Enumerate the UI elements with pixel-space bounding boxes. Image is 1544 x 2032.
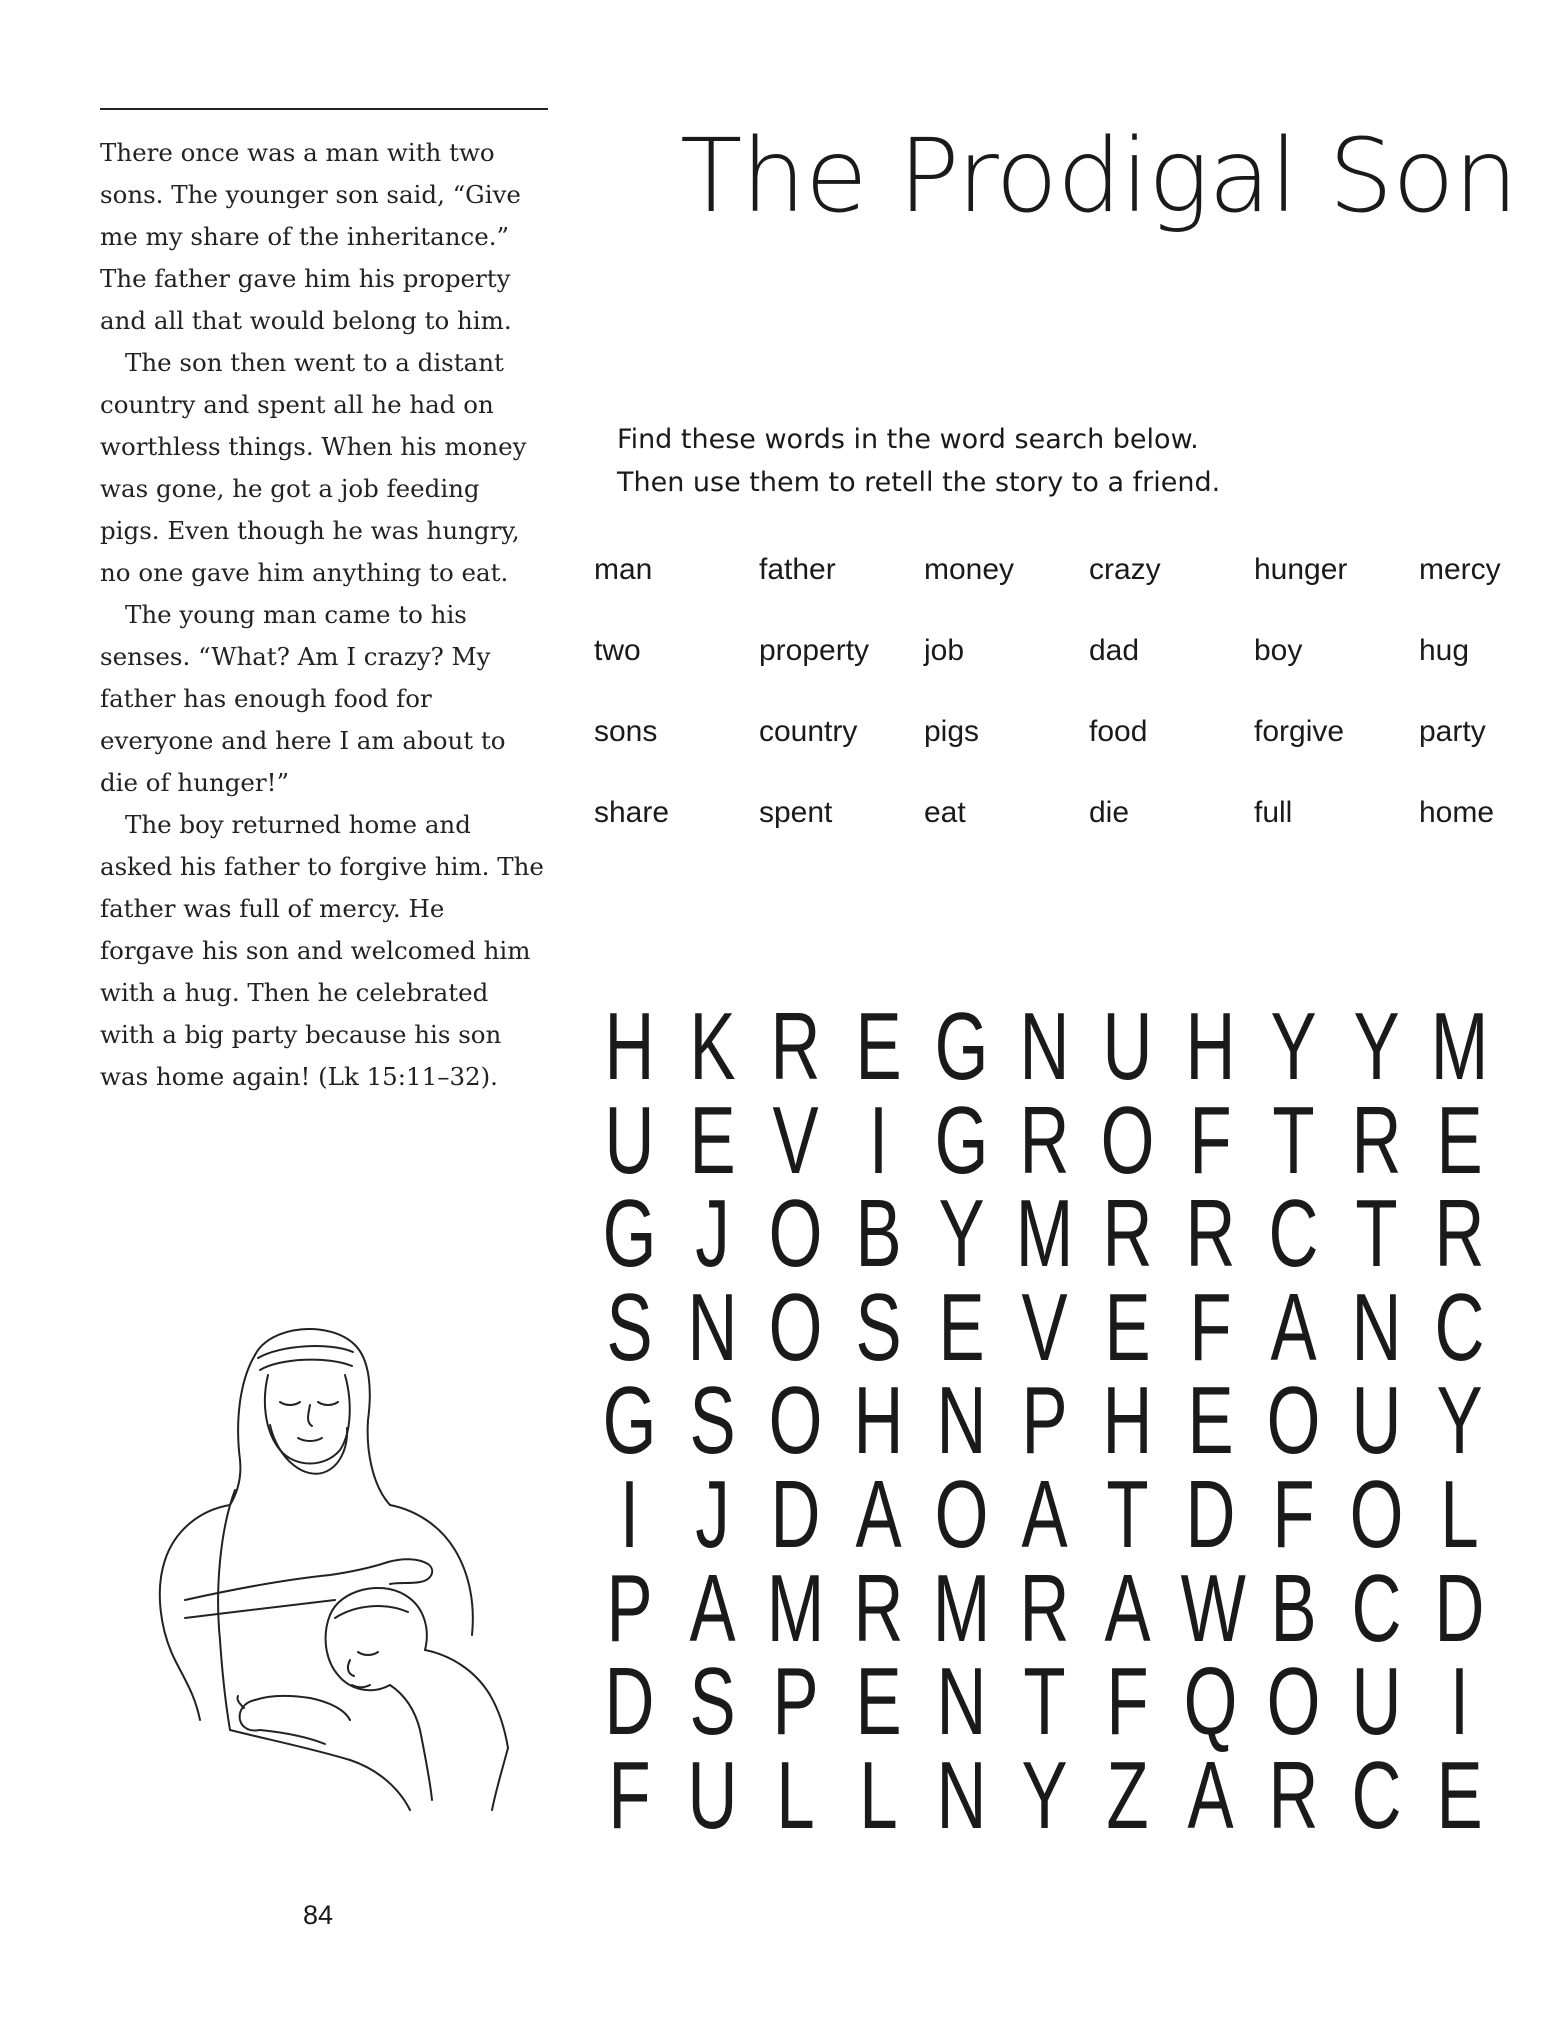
word-search-letter: H [604, 993, 655, 1100]
word-search-letter: G [934, 1086, 989, 1194]
word-search-letter: Q [1183, 1648, 1238, 1756]
word-search-letter: Y [1270, 993, 1317, 1100]
word-list-item: hug [1419, 634, 1470, 667]
word-search-letter: N [1019, 993, 1070, 1100]
word-search-letter: E [1436, 1086, 1483, 1194]
word-list-item: pigs [924, 715, 980, 748]
word-list-item: die [1089, 796, 1130, 829]
story-paragraph-3: The young man came to his senses. “What? Am I crazy? My father has enough food for everyone and here I am about to die of hunger!” [100, 600, 506, 797]
word-search-letter: S [855, 1273, 902, 1381]
word-search-letter: T [1106, 1460, 1149, 1568]
word-search-letter: R [770, 993, 821, 1100]
word-search-letter: H [1102, 1367, 1153, 1475]
word-search-letter: T [1023, 1648, 1066, 1756]
word-list-item: eat [924, 796, 966, 829]
word-search-letter: L [1440, 1460, 1479, 1568]
word-search-letter: Z [1106, 1741, 1149, 1849]
word-search-letter: C [1351, 1554, 1402, 1662]
word-search-letter: G [602, 1180, 657, 1288]
word-search-letter: U [1102, 993, 1153, 1100]
word-search-letter: M [1015, 1180, 1074, 1288]
word-search-letter: O [768, 1180, 823, 1288]
word-search-letter: A [855, 1460, 902, 1568]
word-search-letter: O [1100, 1086, 1155, 1194]
word-search-letter: N [1351, 1273, 1402, 1381]
word-search-letter: R [1434, 1180, 1485, 1288]
story-paragraph-4: The boy returned home and asked his father to forgive him. The father was full of mercy. He forgave his son and welcomed him with a hug. Then he celebrated with a big party because his son was home again! (Lk 15:11–32). [100, 810, 544, 1091]
word-search-letter: U [604, 1086, 655, 1194]
word-search-letter: V [1021, 1273, 1068, 1381]
word-search-letter: U [687, 1741, 738, 1849]
page-title: The Prodigal Son [680, 117, 1518, 236]
word-search-letter: H [853, 1367, 904, 1475]
word-search-letter: A [1187, 1741, 1234, 1849]
word-list-item: sons [594, 715, 658, 748]
word-search-letter: O [934, 1460, 989, 1568]
word-search-letter: R [1351, 1086, 1402, 1194]
word-list-item: party [1419, 715, 1486, 748]
instructions [617, 418, 1417, 504]
word-list-item: two [594, 634, 641, 667]
instructions-line-2: Then use them to retell the story to a friend. [617, 467, 1221, 498]
word-list-item: job [924, 634, 965, 667]
story-paragraph-1: There once was a man with two sons. The younger son said, “Give me my share of the inheritance.” The father gave him his property and all that would belong to him. [100, 138, 521, 335]
word-search-letter: W [1180, 1554, 1246, 1662]
word-search-letter: M [766, 1554, 825, 1662]
word-search-grid [588, 993, 1501, 1849]
word-search-letter: U [1351, 1648, 1402, 1756]
word-search-letter: J [695, 1460, 730, 1568]
word-search-letter: J [695, 1180, 730, 1288]
word-search-letter: Y [1436, 1367, 1483, 1475]
word-search-letter: A [1104, 1554, 1151, 1662]
word-search-letter: L [776, 1741, 815, 1849]
word-search-letter: K [689, 993, 736, 1100]
word-search-letter: O [768, 1273, 823, 1381]
word-search-letter: E [855, 993, 902, 1100]
instructions-line-1: Find these words in the word search below. [617, 424, 1199, 455]
word-list-item: home [1419, 796, 1495, 829]
word-search-letter: I [619, 1460, 640, 1568]
word-search-letter: R [1185, 1180, 1236, 1288]
word-list-item: property [759, 634, 870, 667]
story-text [100, 132, 545, 1098]
word-search-letter: D [1185, 1460, 1236, 1568]
top-rule [100, 108, 548, 110]
word-search-letter: P [606, 1554, 653, 1662]
word-search-letter: F [608, 1741, 651, 1849]
word-list [594, 550, 1534, 874]
word-list-item: forgive [1254, 715, 1345, 748]
word-list-item: father [759, 553, 836, 586]
word-search-letter: O [768, 1367, 823, 1475]
word-search-letter: I [868, 1086, 889, 1194]
story-paragraph-2: The son then went to a distant country and spent all he had on worthless things. When his money was gone, he got a job feeding pigs. Even though he was hungry, no one gave him anything to eat. [100, 348, 527, 587]
word-search-letter: M [932, 1554, 991, 1662]
word-search-letter: Y [1353, 993, 1400, 1100]
word-search-letter: U [1351, 1367, 1402, 1475]
word-search-letter: C [1351, 1741, 1402, 1849]
word-search-letter: H [1185, 993, 1236, 1100]
word-search-letter: E [689, 1086, 736, 1194]
word-search-letter: V [772, 1086, 819, 1194]
word-search-letter: L [859, 1741, 898, 1849]
word-list-item: spent [759, 796, 833, 829]
word-list-item: hunger [1254, 553, 1348, 586]
word-search-letter: F [1106, 1648, 1149, 1756]
word-search-letter: R [1268, 1741, 1319, 1849]
word-search-letter: R [853, 1554, 904, 1662]
word-search-letter: O [1349, 1460, 1404, 1568]
word-search-letter: O [1266, 1367, 1321, 1475]
word-search-letter: E [1187, 1367, 1234, 1475]
word-search-letter: A [1270, 1273, 1317, 1381]
word-search-letter: F [1189, 1086, 1232, 1194]
word-search-letter: I [1449, 1648, 1470, 1756]
word-search-letter: C [1268, 1180, 1319, 1288]
word-list-item: money [924, 553, 1015, 586]
word-list-item: share [594, 796, 670, 829]
word-search-letter: A [689, 1554, 736, 1662]
word-search-letter: E [1436, 1741, 1483, 1849]
word-search-letter: A [1021, 1460, 1068, 1568]
word-search-letter: B [1270, 1554, 1317, 1662]
word-search-letter: N [936, 1741, 987, 1849]
word-search-letter: B [855, 1180, 902, 1288]
word-list-item: food [1089, 715, 1148, 748]
word-list-item: crazy [1089, 553, 1161, 586]
word-list-item: mercy [1419, 553, 1501, 586]
word-list-item: country [759, 715, 858, 748]
word-list-item: full [1254, 796, 1293, 829]
word-search-letter: S [689, 1648, 736, 1756]
word-search-letter: E [855, 1648, 902, 1756]
word-search-letter: D [770, 1460, 821, 1568]
word-search-letter: P [1021, 1367, 1068, 1475]
word-list-item: dad [1089, 634, 1140, 667]
word-search-letter: M [1430, 993, 1489, 1100]
word-search-letter: F [1189, 1273, 1232, 1381]
word-search-letter: E [1104, 1273, 1151, 1381]
word-search-letter: Y [938, 1180, 985, 1288]
word-search-letter: T [1355, 1180, 1398, 1288]
word-search-letter: G [602, 1367, 657, 1475]
word-search-letter: G [934, 993, 989, 1100]
word-search-letter: Y [1021, 1741, 1068, 1849]
word-search-letter: R [1102, 1180, 1153, 1288]
word-search-letter: E [938, 1273, 985, 1381]
word-search-letter: S [689, 1367, 736, 1475]
word-search-letter: N [936, 1367, 987, 1475]
word-search-letter: F [1272, 1460, 1315, 1568]
word-list-item: man [594, 553, 653, 586]
page-number: 84 [303, 1900, 334, 1930]
word-search-letter: N [936, 1648, 987, 1756]
word-search-letter: N [687, 1273, 738, 1381]
word-search-letter: D [604, 1648, 655, 1756]
word-search-letter: D [1434, 1554, 1485, 1662]
word-search-letter: R [1019, 1086, 1070, 1194]
word-search-letter: C [1434, 1273, 1485, 1381]
word-search-letter: T [1272, 1086, 1315, 1194]
word-search-letter: R [1019, 1554, 1070, 1662]
word-list-item: boy [1254, 634, 1303, 667]
word-search-letter: S [606, 1273, 653, 1381]
word-search-letter: P [772, 1648, 819, 1756]
father-embracing-son-icon [140, 1300, 540, 1820]
word-search-letter: O [1266, 1648, 1321, 1756]
